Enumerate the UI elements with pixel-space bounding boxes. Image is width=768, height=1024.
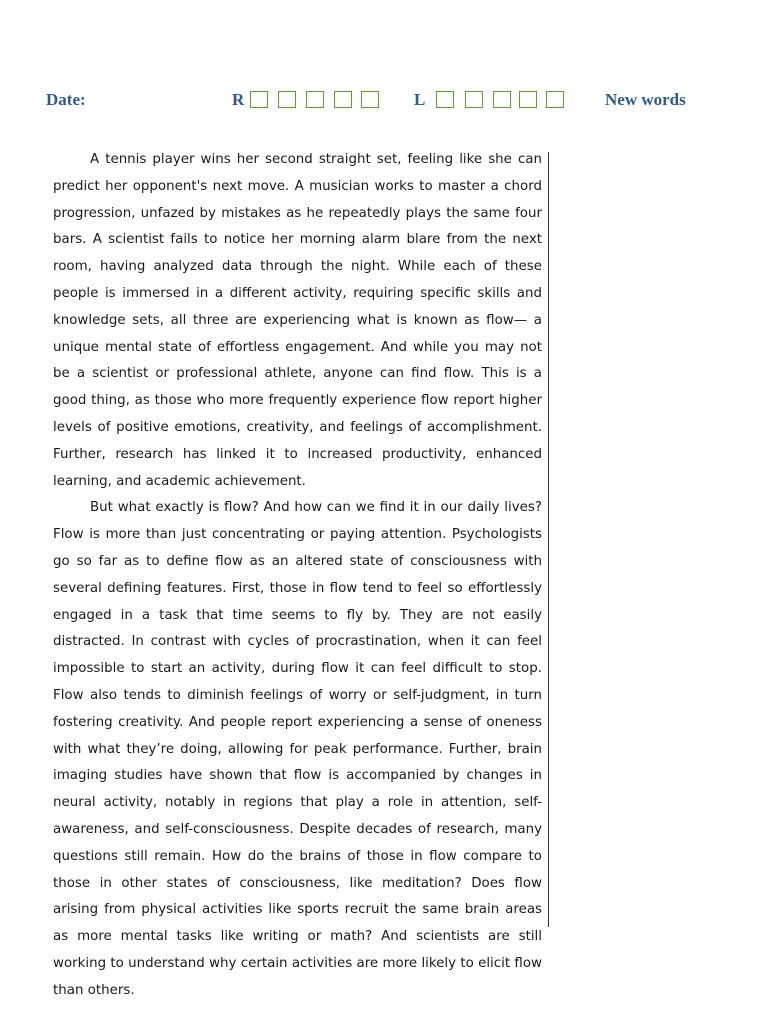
- listening-checkboxes: [436, 91, 568, 109]
- listening-checkbox-1[interactable]: [436, 91, 454, 108]
- column-divider: [548, 152, 549, 927]
- reading-checkbox-2[interactable]: [278, 91, 296, 108]
- listening-checkbox-2[interactable]: [465, 91, 483, 108]
- reading-checkboxes: [250, 91, 380, 109]
- reading-label: R: [232, 90, 245, 109]
- article-body: [53, 147, 542, 1005]
- reading-checkbox-3[interactable]: [306, 91, 324, 108]
- new-words-label: New words: [605, 90, 686, 109]
- listening-checkbox-5[interactable]: [546, 91, 564, 108]
- reading-checkbox-4[interactable]: [334, 91, 352, 108]
- listening-label: L: [414, 90, 426, 109]
- article-paragraph: A tennis player wins her second straight set, feeling like she can predict her opponent's next move. A musician works to master a chord progression, unfazed by mistakes as he repeatedly plays the same four bars. A scientist fails to notice her morning alarm blare from the next room, having analyzed data through the night. While each of these people is immersed in a different activity, requiring specific skills and knowledge sets, all three are experiencing what is known as flow— a unique mental state of effortless engagement. And while you may not be a scientist or professional athlete, anyone can find flow. This is a good thing, as those who more frequently experience flow report higher levels of positive emotions, creativity, and feelings of accomplishment. Further, research has linked it to increased productivity, enhanced learning, and academic achievement.: [53, 152, 542, 489]
- article-paragraph: But what exactly is flow? And how can we find it in our daily lives? Flow is more than just concentrating or paying attention. Psychologists go so far as to define flow as an altered state of consciousness with several defining features. First, those in flow tend to feel so effortlessly engaged in a task that time seems to fly by. They are not easily distracted. In contrast with cycles of procrastination, when it can feel impossible to start an activity, during flow it can feel difficult to stop. Flow also tends to diminish feelings of worry or self-judgment, in turn fostering creativity. And people report experiencing a sense of oneness with what they’re doing, allowing for peak performance. Further, brain imaging studies have shown that flow is accompanied by changes in neural activity, notably in regions that play a role in attention, self-awareness, and self-consciousness. Despite decades of research, many questions still remain. How do the brains of those in flow compare to those in other states of consciousness, like meditation? Does flow arising from physical activities like sports recruit the same brain areas as more mental tasks like writing or math? And scientists are still working to understand why certain activities are more likely to elicit flow than others.: [53, 500, 542, 998]
- reading-checkbox-5[interactable]: [361, 91, 379, 108]
- reading-checkbox-1[interactable]: [250, 91, 268, 108]
- listening-checkbox-3[interactable]: [493, 91, 511, 108]
- listening-checkbox-4[interactable]: [519, 91, 537, 108]
- date-label: Date:: [46, 90, 86, 109]
